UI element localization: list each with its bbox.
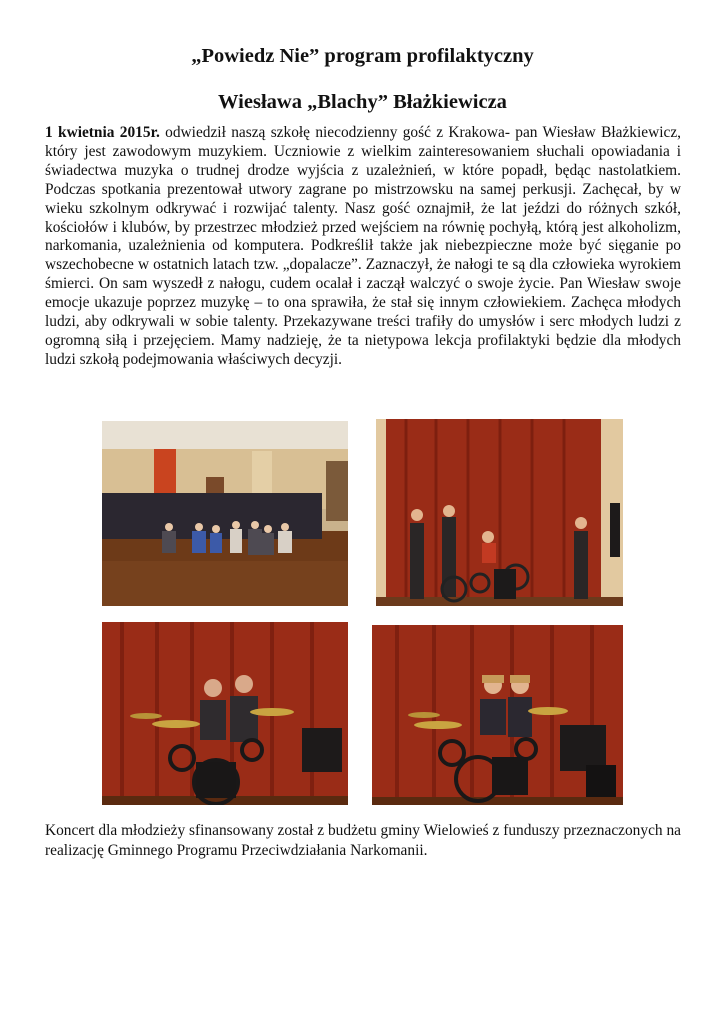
article-text: odwiedził naszą szkołę niecodzienny gość z Krakowa- pan Wiesław Błażkiewicz, który jest zawodowym muzykiem. Uczniowie z wielkim zainteresowaniem słuchali opowiadania i świadectwa muzyka o trudnej drodze wyjścia z uzależnień, w które popadł, będąc nastolatkiem. Podczas spotkania prezentował utwory zagrane po mistrzowsku na samej perkusji. Zachęcał, by w wieku szkolnym odkrywać i rozwijać talenty. Nasz gość oznajmił, że lat jeździ do różnych szkół, kościołów i klubów, by przestrzec młodzież przed wejściem na równię pochyłą, którą jest alkoholizm, narkomania, uzależnienia od komputera. Podkreślił także jak niebezpieczne może być sięganie po wszechobecne w ostatnich latach tzw. „dopalacze”. Zaznaczył, że nałogi te są dla człowieka wyrokiem śmierci. On sam wyszedł z nałogu, cudem ocalał i zaczął walczyć o swoje życie. Pan Wiesław swoje emocje ukazuje poprzez muzykę – to ona sprawiła, że stał się innym człowiekiem. Zachęca młodych ludzi, aby odkrywali w sobie talenty. Przekazywane treści trafiły do umysłów i serc młodych ludzi z ogromną siłą i przejęciem. Mamy nadzieję, że ta nietypowa lekcja profilaktyki będzie dla młodych ludzi szkołą podejmowania właściwych decyzji. [45,124,682,368]
article-body [45,124,681,370]
page-subtitle: Wiesława „Blachy” Błażkiewicza [218,91,507,113]
photo-audience [102,421,348,606]
photo-band-stage [376,419,623,606]
funding-note: Koncert dla młodzieży sfinansowany został z budżetu gminy Wielowieś z funduszy przeznaczonych na realizację Gminnego Programu Przeciwdziałania Narkomanii. [45,822,681,859]
article-date: 1 kwietnia 2015r. [45,124,160,141]
photo-drummers-girls [372,625,623,805]
photo-audience-image [102,421,348,606]
photo-drummers-boys-image [102,622,348,805]
photo-drummers-boys [102,622,348,805]
photo-band-stage-image [376,419,623,606]
photo-drummers-girls-image [372,625,623,805]
page-title: „Powiedz Nie” program profilaktyczny [191,45,534,67]
